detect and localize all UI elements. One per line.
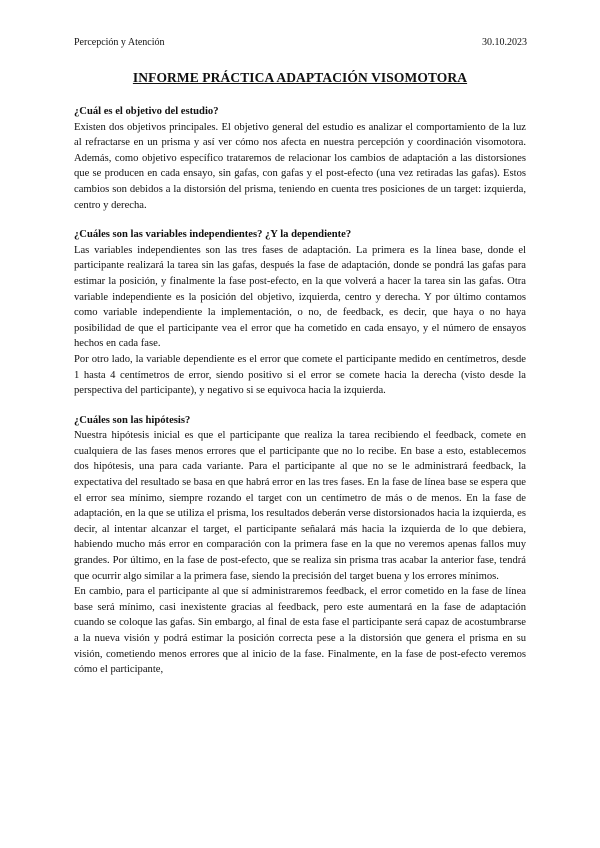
- section-heading: ¿Cuál es el objetivo del estudio?: [74, 106, 219, 117]
- document-title: INFORME PRÁCTICA ADAPTACIÓN VISOMOTORA: [132, 70, 468, 85]
- paragraph: En cambio, para el participante al que sí administraremos feedback, el error cometido en la fase de línea base será mínimo, casi inexistente gracias al feedback, pero este aumentará en la fase de adaptación cuando se coloque las gafas. Sin embargo, al final de esta fase el participante será capaz de acostumbrarse a la nueva visión y podrá estimar la posición correcta pese a la distorsión que genera el prisma en su visión, cometiendo menos errores que al inicio de la fase. Finalmente, en la fase de post-efecto veremos cómo el participante,: [74, 586, 526, 676]
- section-heading: ¿Cuáles son las variables independientes? ¿Y la dependiente?: [74, 229, 352, 241]
- section-heading: ¿Cuáles son las hipótesis?: [74, 414, 191, 426]
- paragraph: Existen dos objetivos principales. El objetivo general del estudio es analizar el comportamiento de la luz al refractarse en un prisma y así ver cómo nos afecta en nuestra percepción y coordinación visomotora. Además, como objetivo específico trataremos de relacionar los cambios de adaptación a las distorsiones que se producen en cada ensayo, sin gafas, con gafas y el post-efecto (una vez retiradas las gafas). Estos cambios son debidos a la distorsión del prisma, teniendo en cuenta tres posiciones de un target: izquierda, centro y derecha.: [74, 121, 526, 211]
- header-course: Percepción y Atención: [74, 37, 165, 48]
- paragraph: Por otro lado, la variable dependiente es el error que comete el participante medido en centímetros, desde 1 hasta 4 centímetros de error, siendo positivo si el error se comete hacia la derecha (visto desde la perspectiva del participante), y negativo si se equivoca hacia la izquierda.: [74, 353, 526, 397]
- document-body: [74, 104, 526, 678]
- section-variables: [74, 227, 526, 399]
- paragraph: Las variables independientes son las tres fases de adaptación. La primera es la línea base, donde el participante realizará la tarea sin las gafas, después la fase de adaptación, donde se pondrá las gafas para estimar la posición, y finalmente la fase post-efecto, en la que volverá a hacer la tarea sin las gafas. Otra variable independiente es la posición del objetivo, izquierda, centro y derecha. Y por último contamos como variable independiente la implementación, o no, de feedback, es decir, que haya o no haya posibilidad de que el participante vea el error que ha cometido en cada ensayo, y el número de ensayos hechos en cada fase.: [74, 244, 526, 350]
- section-objective: [74, 104, 526, 213]
- section-hypotheses: [74, 413, 526, 678]
- header-date: 30.10.2023: [482, 37, 527, 48]
- paragraph: Nuestra hipótesis inicial es que el participante que realiza la tarea recibiendo el feedback, comete en cualquiera de las fases menos errores que el participante que no lo recibe. En base a esto, establecemos dos hipótesis, una para cada variante. Para el participante al que no se le administrará feedback, la expectativa del resultado se basa en que habrá error en las tres fases. En la fase de línea base se espera que el error sea mínimo, siempre rozando el target con un centímetro de más o de menos. En la fase de adaptación, en la que se utiliza el prisma, los resultados deberán verse distorsionados hacia la izquierda, es decir, al intentar alcanzar el target, el participante señalará más hacia la izquierda de lo que debiera, habiendo mucho más error en comparación con la primera fase en la que no veremos apenas fallos muy grandes. Por último, en la fase de post-efecto, que se realiza sin prisma tras acabar la anterior fase, tendrá que ocurrir algo similar a la primera fase, siendo la precisión del target buena y los errores mínimos.: [74, 430, 526, 582]
